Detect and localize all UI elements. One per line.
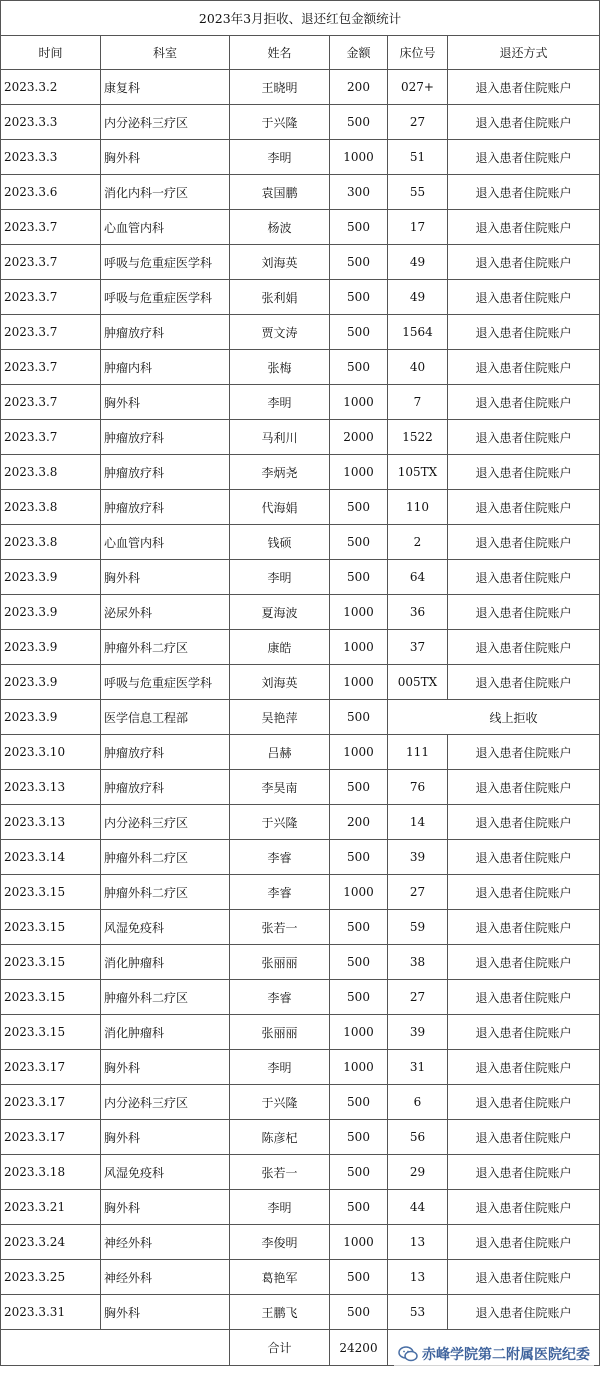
cell-date: 2023.3.13	[1, 805, 101, 840]
cell-department: 医学信息工程部	[101, 700, 230, 735]
cell-method: 退入患者住院账户	[448, 315, 600, 350]
table-title: 2023年3月拒收、退还红包金额统计	[1, 1, 600, 36]
table-row	[1, 1120, 600, 1155]
header-department: 科室	[101, 36, 230, 70]
cell-department: 消化肿瘤科	[101, 1015, 230, 1050]
cell-name: 李睿	[230, 875, 330, 910]
cell-method: 退入患者住院账户	[448, 1120, 600, 1155]
cell-name: 王鹏飞	[230, 1295, 330, 1330]
cell-name: 于兴隆	[230, 105, 330, 140]
cell-amount: 500	[330, 980, 388, 1015]
cell-amount: 500	[330, 1260, 388, 1295]
table-row	[1, 875, 600, 910]
cell-bed: 53	[388, 1295, 448, 1330]
cell-department: 肿瘤放疗科	[101, 770, 230, 805]
cell-date: 2023.3.7	[1, 350, 101, 385]
cell-method: 退入患者住院账户	[448, 595, 600, 630]
cell-name: 张若一	[230, 1155, 330, 1190]
cell-date: 2023.3.15	[1, 910, 101, 945]
table-row	[1, 840, 600, 875]
header-bed: 床位号	[388, 36, 448, 70]
cell-amount: 500	[330, 1085, 388, 1120]
cell-department: 风湿免疫科	[101, 910, 230, 945]
cell-amount: 1000	[330, 630, 388, 665]
cell-date: 2023.3.7	[1, 385, 101, 420]
cell-method: 退入患者住院账户	[448, 420, 600, 455]
cell-name: 张丽丽	[230, 1015, 330, 1050]
cell-date: 2023.3.9	[1, 560, 101, 595]
cell-amount: 500	[330, 1155, 388, 1190]
table-row	[1, 945, 600, 980]
total-label: 合计	[230, 1330, 330, 1366]
cell-date: 2023.3.31	[1, 1295, 101, 1330]
cell-department: 内分泌科三疗区	[101, 1085, 230, 1120]
cell-amount: 1000	[330, 735, 388, 770]
table-row	[1, 280, 600, 315]
table-row	[1, 210, 600, 245]
cell-bed: 13	[388, 1225, 448, 1260]
cell-department: 胸外科	[101, 140, 230, 175]
cell-date: 2023.3.17	[1, 1085, 101, 1120]
cell-amount: 1000	[330, 595, 388, 630]
cell-name: 李俊明	[230, 1225, 330, 1260]
table-row	[1, 490, 600, 525]
cell-date: 2023.3.9	[1, 630, 101, 665]
cell-amount: 500	[330, 1190, 388, 1225]
cell-bed: 39	[388, 840, 448, 875]
cell-name: 张丽丽	[230, 945, 330, 980]
cell-method: 退入患者住院账户	[448, 665, 600, 700]
cell-method: 退入患者住院账户	[448, 490, 600, 525]
cell-date: 2023.3.7	[1, 315, 101, 350]
header-amount: 金额	[330, 36, 388, 70]
cell-bed: 2	[388, 525, 448, 560]
cell-bed: 111	[388, 735, 448, 770]
cell-method: 退入患者住院账户	[448, 280, 600, 315]
cell-method: 退入患者住院账户	[448, 1155, 600, 1190]
cell-date: 2023.3.17	[1, 1050, 101, 1085]
cell-amount: 1000	[330, 455, 388, 490]
table-row	[1, 1015, 600, 1050]
cell-bed: 110	[388, 490, 448, 525]
table-row	[1, 245, 600, 280]
cell-amount: 200	[330, 805, 388, 840]
table-row	[1, 420, 600, 455]
cell-date: 2023.3.9	[1, 665, 101, 700]
cell-bed: 36	[388, 595, 448, 630]
cell-method: 退入患者住院账户	[448, 875, 600, 910]
cell-date: 2023.3.21	[1, 1190, 101, 1225]
cell-method: 退入患者住院账户	[448, 1225, 600, 1260]
cell-date: 2023.3.17	[1, 1120, 101, 1155]
cell-bed: 29	[388, 1155, 448, 1190]
cell-empty	[1, 1330, 230, 1366]
table-row	[1, 1085, 600, 1120]
cell-department: 消化肿瘤科	[101, 945, 230, 980]
cell-amount: 1000	[330, 875, 388, 910]
cell-name: 李睿	[230, 840, 330, 875]
cell-name: 刘海英	[230, 665, 330, 700]
cell-bed: 64	[388, 560, 448, 595]
cell-name: 李昊南	[230, 770, 330, 805]
cell-department: 胸外科	[101, 560, 230, 595]
cell-bed: 005TX	[388, 665, 448, 700]
cell-amount: 500	[330, 1295, 388, 1330]
cell-method: 退入患者住院账户	[448, 1260, 600, 1295]
cell-name: 李明	[230, 560, 330, 595]
table-row	[1, 350, 600, 385]
cell-bed: 38	[388, 945, 448, 980]
cell-bed: 14	[388, 805, 448, 840]
table-row	[1, 630, 600, 665]
cell-date: 2023.3.7	[1, 420, 101, 455]
cell-bed: 44	[388, 1190, 448, 1225]
cell-department: 心血管内科	[101, 210, 230, 245]
cell-department: 泌尿外科	[101, 595, 230, 630]
cell-name: 吴艳萍	[230, 700, 330, 735]
cell-amount: 500	[330, 350, 388, 385]
cell-department: 消化内科一疗区	[101, 175, 230, 210]
cell-method: 退入患者住院账户	[448, 1050, 600, 1085]
cell-bed: 7	[388, 385, 448, 420]
table-row	[1, 1295, 600, 1330]
cell-department: 肿瘤放疗科	[101, 490, 230, 525]
cell-bed: 27	[388, 875, 448, 910]
cell-date: 2023.3.15	[1, 980, 101, 1015]
cell-date: 2023.3.24	[1, 1225, 101, 1260]
cell-department: 内分泌科三疗区	[101, 805, 230, 840]
cell-date: 2023.3.15	[1, 875, 101, 910]
cell-date: 2023.3.7	[1, 210, 101, 245]
cell-department: 心血管内科	[101, 525, 230, 560]
cell-department: 胸外科	[101, 1295, 230, 1330]
wechat-icon	[398, 1346, 418, 1362]
cell-name: 李明	[230, 385, 330, 420]
cell-name: 李明	[230, 1190, 330, 1225]
cell-department: 呼吸与危重症医学科	[101, 665, 230, 700]
cell-bed: 51	[388, 140, 448, 175]
cell-bed: 1564	[388, 315, 448, 350]
total-amount: 24200	[330, 1330, 388, 1366]
cell-method: 退入患者住院账户	[448, 455, 600, 490]
table-row	[1, 980, 600, 1015]
cell-department: 胸外科	[101, 1050, 230, 1085]
table-row	[1, 315, 600, 350]
table-row	[1, 455, 600, 490]
cell-name: 杨波	[230, 210, 330, 245]
watermark-text: 赤峰学院第二附属医院纪委	[422, 1347, 590, 1363]
table-row	[1, 1260, 600, 1295]
cell-bed: 105TX	[388, 455, 448, 490]
cell-method: 退入患者住院账户	[448, 1295, 600, 1330]
cell-date: 2023.3.13	[1, 770, 101, 805]
cell-date: 2023.3.9	[1, 700, 101, 735]
cell-bed: 39	[388, 1015, 448, 1050]
cell-department: 神经外科	[101, 1225, 230, 1260]
cell-department: 肿瘤内科	[101, 350, 230, 385]
cell-method: 退入患者住院账户	[448, 350, 600, 385]
cell-method: 退入患者住院账户	[448, 210, 600, 245]
cell-date: 2023.3.15	[1, 945, 101, 980]
cell-name: 吕赫	[230, 735, 330, 770]
cell-bed: 6	[388, 1085, 448, 1120]
cell-bed: 59	[388, 910, 448, 945]
cell-date: 2023.3.8	[1, 490, 101, 525]
cell-bed: 56	[388, 1120, 448, 1155]
cell-method: 退入患者住院账户	[448, 1085, 600, 1120]
cell-date: 2023.3.2	[1, 70, 101, 105]
cell-amount: 500	[330, 105, 388, 140]
cell-method: 退入患者住院账户	[448, 140, 600, 175]
cell-amount: 500	[330, 525, 388, 560]
cell-amount: 2000	[330, 420, 388, 455]
cell-amount: 1000	[330, 1225, 388, 1260]
cell-method: 退入患者住院账户	[448, 980, 600, 1015]
table-row	[1, 525, 600, 560]
table-row	[1, 735, 600, 770]
table-row	[1, 70, 600, 105]
cell-method: 退入患者住院账户	[448, 945, 600, 980]
cell-bed: 40	[388, 350, 448, 385]
cell-bed: 76	[388, 770, 448, 805]
cell-amount: 500	[330, 700, 388, 735]
cell-method: 退入患者住院账户	[448, 175, 600, 210]
header-date: 时间	[1, 36, 101, 70]
cell-bed: 027+	[388, 70, 448, 105]
cell-department: 呼吸与危重症医学科	[101, 280, 230, 315]
cell-bed: 13	[388, 1260, 448, 1295]
cell-method: 退入患者住院账户	[448, 385, 600, 420]
cell-name: 葛艳军	[230, 1260, 330, 1295]
cell-bed: 27	[388, 980, 448, 1015]
cell-date: 2023.3.6	[1, 175, 101, 210]
table-row	[1, 140, 600, 175]
cell-date: 2023.3.10	[1, 735, 101, 770]
cell-name: 马利川	[230, 420, 330, 455]
cell-amount: 500	[330, 770, 388, 805]
cell-name: 夏海波	[230, 595, 330, 630]
cell-department: 肿瘤外科二疗区	[101, 630, 230, 665]
cell-amount: 1000	[330, 385, 388, 420]
table-row	[1, 665, 600, 700]
cell-name: 张利娟	[230, 280, 330, 315]
cell-amount: 1000	[330, 1050, 388, 1085]
cell-bed: 49	[388, 280, 448, 315]
cell-date: 2023.3.14	[1, 840, 101, 875]
cell-amount: 500	[330, 280, 388, 315]
cell-amount: 1000	[330, 140, 388, 175]
table-row	[1, 1190, 600, 1225]
cell-method: 退入患者住院账户	[448, 805, 600, 840]
cell-name: 李睿	[230, 980, 330, 1015]
cell-name: 贾文涛	[230, 315, 330, 350]
cell-department: 神经外科	[101, 1260, 230, 1295]
cell-date: 2023.3.18	[1, 1155, 101, 1190]
cell-date: 2023.3.3	[1, 140, 101, 175]
cell-method: 退入患者住院账户	[448, 630, 600, 665]
cell-amount: 300	[330, 175, 388, 210]
cell-method: 退入患者住院账户	[448, 245, 600, 280]
cell-name: 李炳尧	[230, 455, 330, 490]
cell-name: 钱硕	[230, 525, 330, 560]
cell-department: 内分泌科三疗区	[101, 105, 230, 140]
title-row	[1, 1, 600, 36]
cell-amount: 200	[330, 70, 388, 105]
cell-method: 退入患者住院账户	[448, 105, 600, 140]
cell-date: 2023.3.25	[1, 1260, 101, 1295]
header-name: 姓名	[230, 36, 330, 70]
cell-name: 王晓明	[230, 70, 330, 105]
table-row	[1, 700, 600, 735]
cell-method: 退入患者住院账户	[448, 1190, 600, 1225]
cell-name: 袁国鹏	[230, 175, 330, 210]
cell-department: 肿瘤放疗科	[101, 455, 230, 490]
cell-amount: 500	[330, 490, 388, 525]
cell-amount: 500	[330, 840, 388, 875]
table-row	[1, 1155, 600, 1190]
cell-amount: 500	[330, 315, 388, 350]
cell-department: 康复科	[101, 70, 230, 105]
cell-method: 线上拒收	[388, 700, 600, 735]
cell-department: 胸外科	[101, 1120, 230, 1155]
cell-bed: 27	[388, 105, 448, 140]
cell-amount: 500	[330, 910, 388, 945]
cell-method: 退入患者住院账户	[448, 1015, 600, 1050]
cell-amount: 500	[330, 560, 388, 595]
table-row	[1, 805, 600, 840]
cell-bed: 17	[388, 210, 448, 245]
cell-department: 肿瘤外科二疗区	[101, 980, 230, 1015]
table-row	[1, 385, 600, 420]
cell-method: 退入患者住院账户	[448, 910, 600, 945]
cell-bed: 55	[388, 175, 448, 210]
table-row	[1, 175, 600, 210]
cell-bed: 49	[388, 245, 448, 280]
cell-name: 刘海英	[230, 245, 330, 280]
cell-name: 张梅	[230, 350, 330, 385]
cell-department: 肿瘤放疗科	[101, 315, 230, 350]
cell-method: 退入患者住院账户	[448, 840, 600, 875]
cell-bed: 1522	[388, 420, 448, 455]
cell-department: 胸外科	[101, 1190, 230, 1225]
cell-amount: 1000	[330, 665, 388, 700]
cell-name: 康皓	[230, 630, 330, 665]
table-row	[1, 105, 600, 140]
cell-name: 张若一	[230, 910, 330, 945]
cell-department: 肿瘤外科二疗区	[101, 840, 230, 875]
table-row	[1, 560, 600, 595]
table-row	[1, 770, 600, 805]
cell-date: 2023.3.3	[1, 105, 101, 140]
cell-date: 2023.3.9	[1, 595, 101, 630]
cell-department: 肿瘤放疗科	[101, 735, 230, 770]
table-row	[1, 595, 600, 630]
cell-method: 退入患者住院账户	[448, 525, 600, 560]
cell-name: 于兴隆	[230, 1085, 330, 1120]
cell-date: 2023.3.7	[1, 280, 101, 315]
cell-method: 退入患者住院账户	[448, 560, 600, 595]
cell-name: 于兴隆	[230, 805, 330, 840]
cell-date: 2023.3.8	[1, 455, 101, 490]
cell-name: 李明	[230, 1050, 330, 1085]
cell-method: 退入患者住院账户	[448, 735, 600, 770]
cell-amount: 500	[330, 245, 388, 280]
table-row	[1, 1225, 600, 1260]
cell-department: 呼吸与危重症医学科	[101, 245, 230, 280]
cell-name: 代海娟	[230, 490, 330, 525]
cell-method: 退入患者住院账户	[448, 70, 600, 105]
cell-amount: 500	[330, 945, 388, 980]
cell-amount: 1000	[330, 1015, 388, 1050]
table-row	[1, 910, 600, 945]
table-row	[1, 1050, 600, 1085]
cell-date: 2023.3.15	[1, 1015, 101, 1050]
cell-method: 退入患者住院账户	[448, 770, 600, 805]
cell-date: 2023.3.7	[1, 245, 101, 280]
cell-name: 李明	[230, 140, 330, 175]
cell-department: 风湿免疫科	[101, 1155, 230, 1190]
cell-department: 肿瘤外科二疗区	[101, 875, 230, 910]
header-row	[1, 36, 600, 70]
header-method: 退还方式	[448, 36, 600, 70]
cell-department: 肿瘤放疗科	[101, 420, 230, 455]
cell-amount: 500	[330, 210, 388, 245]
cell-name: 陈彦杞	[230, 1120, 330, 1155]
cell-department: 胸外科	[101, 385, 230, 420]
cell-date: 2023.3.8	[1, 525, 101, 560]
cell-bed: 37	[388, 630, 448, 665]
cell-bed: 31	[388, 1050, 448, 1085]
watermark	[394, 1342, 594, 1366]
cell-amount: 500	[330, 1120, 388, 1155]
